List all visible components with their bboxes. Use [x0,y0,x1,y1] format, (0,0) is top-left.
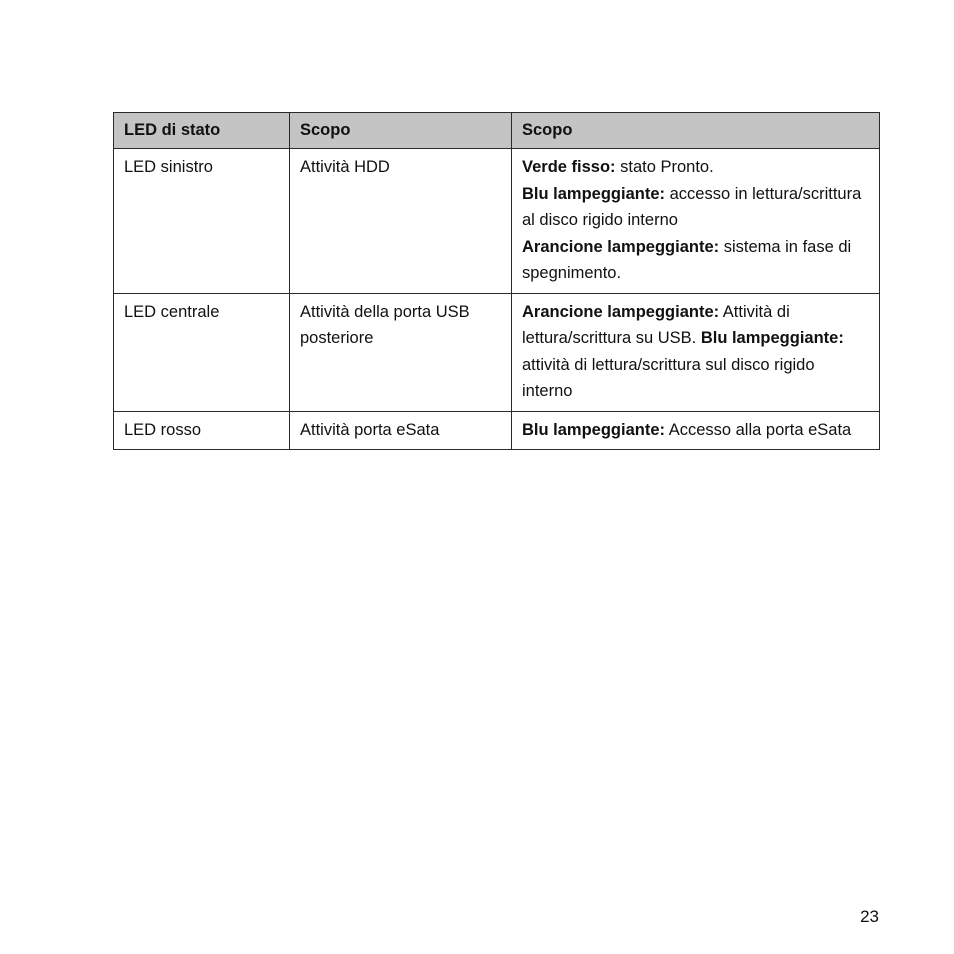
table-header-row [114,113,880,149]
description-text: stato Pronto. [615,158,714,176]
table-row [114,411,880,450]
description-label: Arancione lampeggiante: [522,302,720,321]
header-scopo: Scopo [290,113,512,149]
page-number: 23 [860,907,879,926]
led-name-cell: LED sinistro [114,149,290,294]
table-row [114,149,880,294]
description-label: Blu lampeggiante: [522,184,666,203]
description-text: Accesso alla porta eSata [665,420,852,439]
description-label: Blu lampeggiante: [700,329,844,347]
led-name-cell: LED rosso [114,411,290,450]
description-cell [512,149,880,294]
description-text: sistema in fase di spegnimento. [522,237,852,282]
description-cell [512,293,880,411]
description-text: accesso in lettura/scrittura al disco rigido interno [522,184,862,229]
description-text: attività di lettura/scrittura sul disco rigido interno [522,355,815,400]
description-label: Verde fisso: [522,158,616,176]
header-led-di-stato: LED di stato [114,113,290,149]
header-scopo-descrizione: Scopo [512,113,880,149]
description-text: Attività di lettura/scrittura su USB. [522,302,790,347]
description-cell [512,411,880,450]
table-row [114,293,880,411]
description-label: Blu lampeggiante: [522,420,666,439]
led-name-cell: LED centrale [114,293,290,411]
description-label: Arancione lampeggiante: [522,237,720,256]
description-line [522,181,869,234]
purpose-cell: Attività HDD [290,149,512,294]
led-status-table [113,112,880,450]
purpose-cell: Attività della porta USB posteriore [290,293,512,411]
description-line [522,154,869,181]
description-line [522,234,869,287]
purpose-cell: Attività porta eSata [290,411,512,450]
